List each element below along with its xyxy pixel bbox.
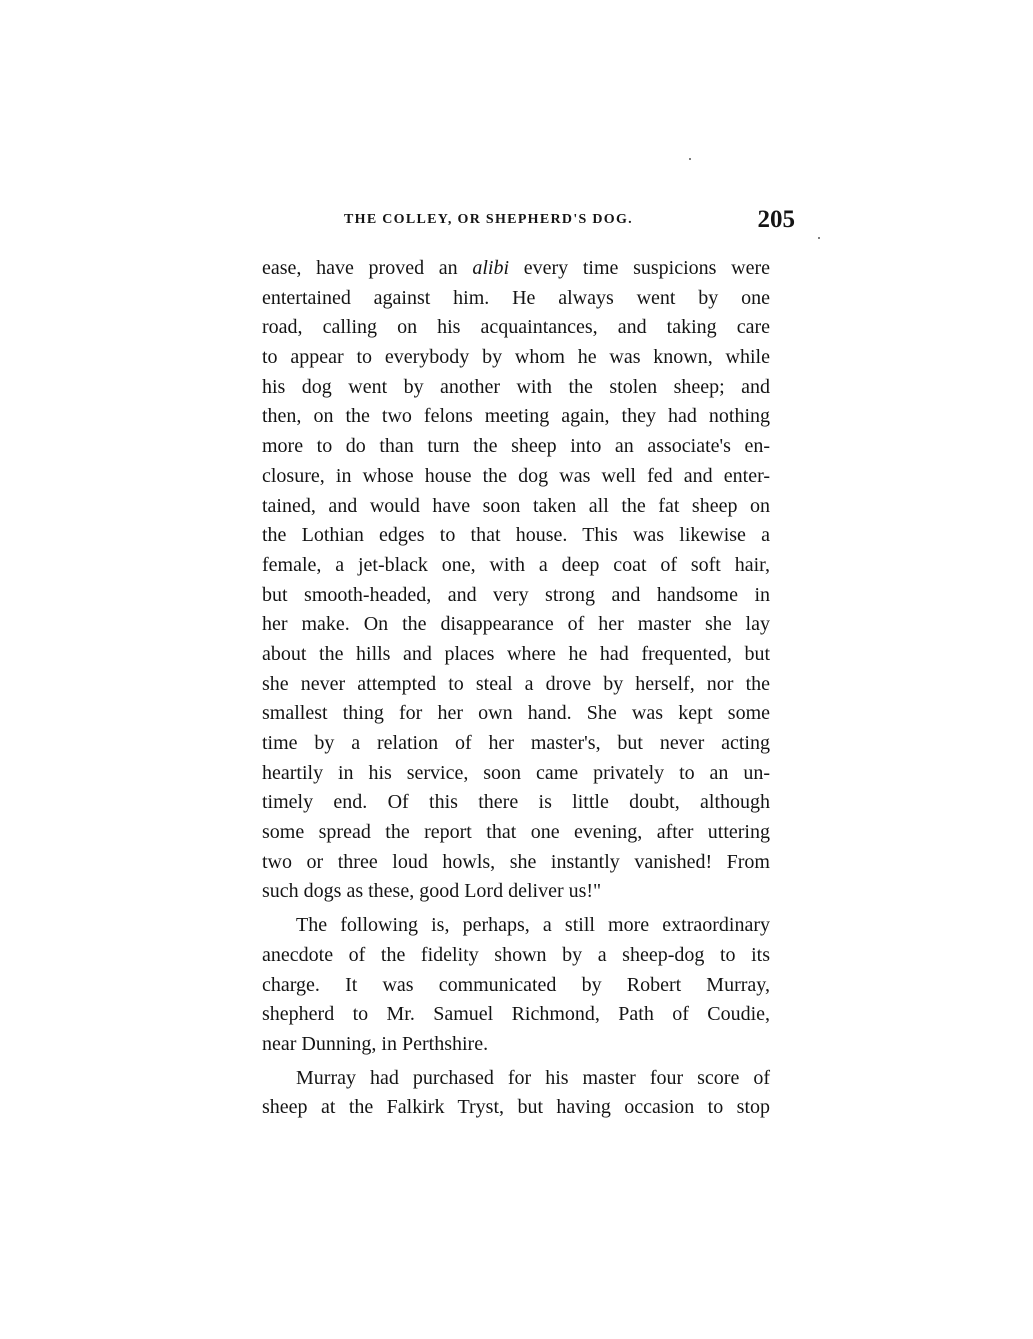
text-line: such dogs as these, good Lord deliver us!" — [262, 880, 602, 903]
text-line: timely end. Of this there is little doubt, although — [262, 791, 770, 814]
text-line: anecdote of the fidelity shown by a sheep-dog to its — [262, 943, 770, 966]
text-line: his dog went by another with the stolen sheep; and — [262, 375, 770, 398]
text-line: charge. It was communicated by Robert Murray, — [262, 973, 770, 996]
ink-speck — [689, 158, 691, 160]
text-line: sheep at the Falkirk Tryst, but having occasion to stop — [262, 1096, 770, 1119]
text-line: heartily in his service, soon came privately to an un- — [262, 761, 770, 784]
text-line: near Dunning, in Perthshire. — [262, 1032, 489, 1055]
body-text — [262, 254, 770, 1123]
page-number: 205 — [757, 206, 795, 233]
text-line: ease, have proved an alibi every time suspicions were — [262, 257, 770, 279]
text-line: The following is, perhaps, a still more extraordinary — [296, 914, 770, 937]
text-line: her make. On the disappearance of her master she lay — [262, 613, 770, 636]
text-line: she never attempted to steal a drove by herself, nor the — [262, 672, 770, 695]
text-line: tained, and would have soon taken all the fat sheep on — [262, 494, 770, 517]
text-line: closure, in whose house the dog was well fed and enter- — [262, 464, 770, 487]
text-line: about the hills and places where he had frequented, but — [262, 642, 770, 665]
text-line: time by a relation of her master's, but never acting — [262, 732, 770, 754]
ink-speck — [818, 237, 820, 239]
running-title: THE COLLEY, OR SHEPHERD'S DOG. — [344, 212, 633, 227]
text-line: the Lothian edges to that house. This was likewise a — [262, 524, 770, 547]
text-line: entertained against him. He always went by one — [262, 286, 770, 309]
page-header — [262, 206, 795, 240]
text-line: road, calling on his acquaintances, and taking care — [262, 316, 770, 339]
text-line: smallest thing for her own hand. She was kept some — [262, 702, 770, 725]
text-line: then, on the two felons meeting again, they had nothing — [262, 405, 770, 428]
text-line: shepherd to Mr. Samuel Richmond, Path of Coudie, — [262, 1003, 770, 1026]
text-line: two or three loud howls, she instantly vanished! From — [262, 850, 770, 873]
text-line: some spread the report that one evening, after uttering — [262, 821, 770, 844]
text-line: to appear to everybody by whom he was known, while — [262, 346, 770, 369]
text-line: female, a jet-black one, with a deep coat of soft hair, — [262, 553, 770, 576]
text-line: Murray had purchased for his master four score of — [296, 1066, 770, 1089]
text-line: but smooth-headed, and very strong and handsome in — [262, 583, 770, 606]
text-line: more to do than turn the sheep into an associate's en- — [262, 435, 770, 458]
